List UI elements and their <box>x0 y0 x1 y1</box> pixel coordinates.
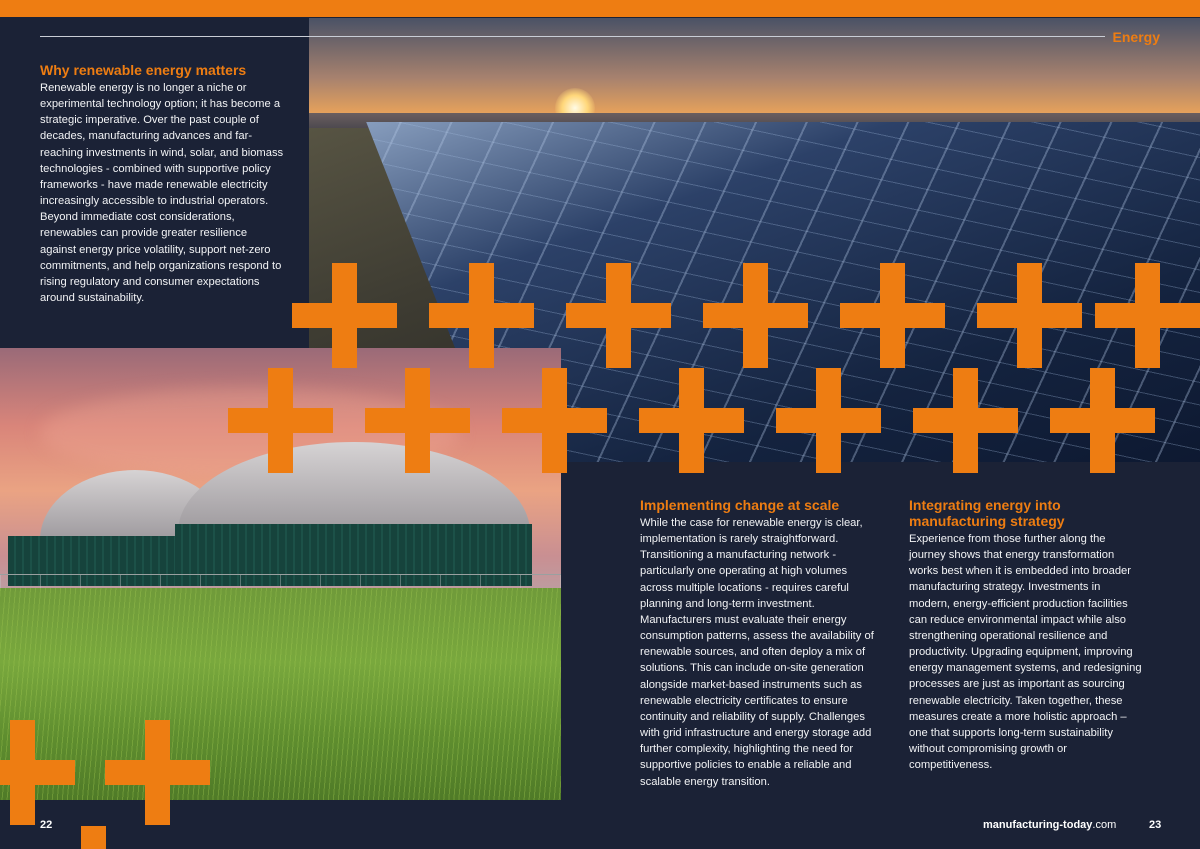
plus-icon <box>913 368 1018 473</box>
intro-block <box>40 62 285 306</box>
integrating-column <box>909 497 1144 773</box>
plus-icon <box>639 368 744 473</box>
plus-icon <box>105 720 210 825</box>
plus-icon <box>228 368 333 473</box>
page-number-right: 23 <box>1149 819 1162 831</box>
plus-icon <box>292 263 397 368</box>
plus-icon <box>502 368 607 473</box>
intro-heading: Why renewable energy matters <box>40 62 247 78</box>
plus-icon <box>703 263 808 368</box>
implementing-column <box>640 497 880 790</box>
integrating-heading: Integrating energy into manufacturing strategy <box>909 497 1065 529</box>
plus-icon <box>1095 263 1200 368</box>
site-url-tld: .com <box>1092 819 1117 831</box>
page-number-left: 22 <box>40 819 53 831</box>
site-url[interactable] <box>983 819 1116 831</box>
plus-icon <box>365 368 470 473</box>
top-accent-bar <box>0 0 1200 17</box>
section-label: Energy <box>1112 29 1160 45</box>
implementing-heading: Implementing change at scale <box>640 497 840 513</box>
intro-body: Renewable energy is no longer a niche or experimental technology option; it has become a strategic imperative. Over the past couple of decades, manufacturing advances and far-reaching investments in wind, solar, and biomass technologies - combined with supportive policy frameworks - have made renewable electricity increasingly accessible to industrial operators. Beyond immediate cost considerations, renewables can provide greater resilience against energy price volatility, support net-zero commitments, and help organizations respond to rising regulatory and consumer expectations around sustainability. <box>40 82 284 305</box>
plus-icon <box>429 263 534 368</box>
site-url-bold: manufacturing-today <box>983 819 1093 831</box>
plus-icon <box>0 720 75 825</box>
plus-icon <box>776 368 881 473</box>
accent-square <box>81 826 106 849</box>
integrating-body: Experience from those further along the journey shows that energy transformation works best when it is embedded into broader manufacturing strategy. Investments in modern, energy-efficient production facilities can reduce environmental impact while also strengthening operational resilience and productivity. Upgrading equipment, improving energy management systems, and redesigning processes are just as important as sourcing renewable electricity. Taken together, these measures create a more holistic approach – one that supports long-term sustainability without compromising growth or competitiveness. <box>909 533 1142 772</box>
plus-icon <box>566 263 671 368</box>
plus-icon <box>840 263 945 368</box>
header-rule <box>40 36 1105 37</box>
plus-icon <box>1050 368 1155 473</box>
implementing-body: While the case for renewable energy is clear, implementation is rarely straightforward. Transitioning a manufacturing network - particularly one operating at high volumes across multiple locations - requires careful planning and long-term investment. Manufacturers must evaluate their energy consumption patterns, assess the availability of renewable sources, and often deploy a mix of solutions. This can include on-site generation alongside market-based instruments such as renewable electricity certificates to ensure continuity and reliability of supply. Challenges with grid infrastructure and energy storage add further complexity, highlighting the need for supportive policies to enable a reliable and scalable energy transition. <box>640 517 874 788</box>
plus-icon <box>977 263 1082 368</box>
